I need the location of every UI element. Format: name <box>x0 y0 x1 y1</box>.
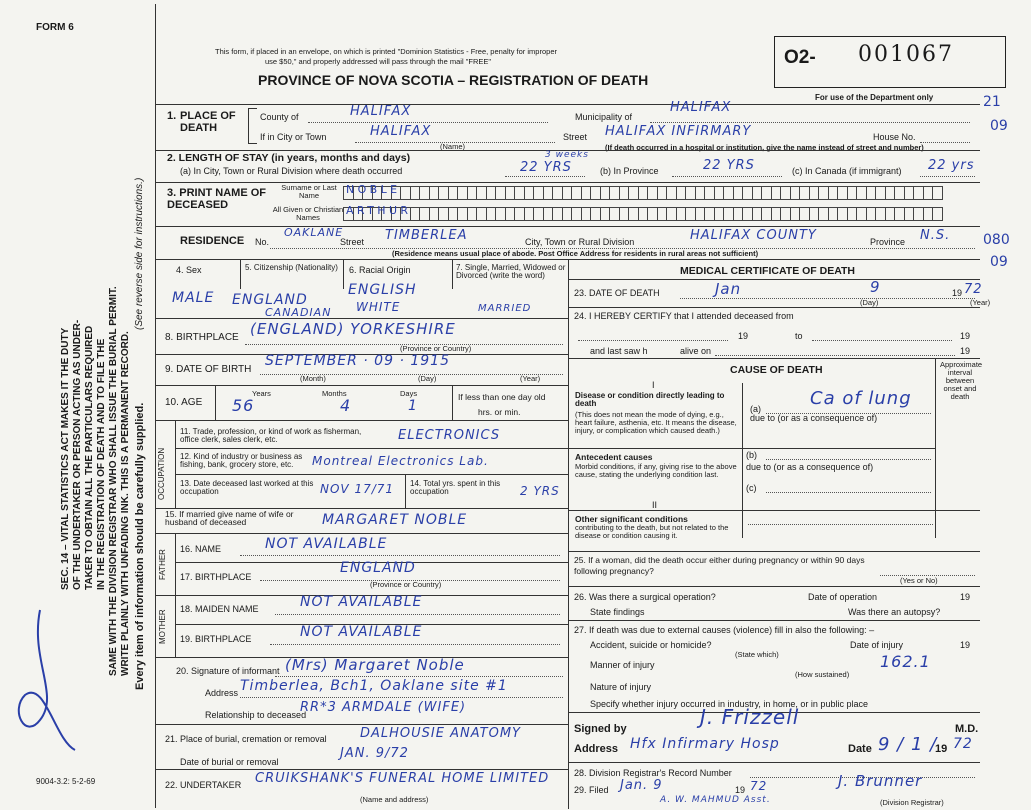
disease-note: (This does not mean the mode of dying, e.g., heart failure, asthenia, etc. It means the disease, injury, or complication which caused death.) <box>575 410 737 435</box>
letter-cell <box>932 207 943 221</box>
interval-label: Approximate interval between onset and death <box>940 360 983 401</box>
rule <box>568 510 980 511</box>
rule <box>240 259 241 289</box>
residence-division: HALIFAX COUNTY <box>690 228 817 243</box>
rule <box>812 340 952 341</box>
rule <box>935 358 936 538</box>
registrar-assistant: A. W. MAHMUD Asst. <box>660 795 771 805</box>
surname-label: Surname or Last Name <box>281 183 337 200</box>
informant-address-label: Address <box>205 688 239 698</box>
q19-value: NOT AVAILABLE <box>300 624 423 640</box>
rule <box>920 176 975 177</box>
dob-value: SEPTEMBER · 09 · 1915 <box>265 353 450 369</box>
physician-date-label: Date <box>848 743 872 755</box>
how-label: (How sustained) <box>795 670 850 679</box>
signed-by-label: Signed by <box>574 723 627 735</box>
rule <box>452 259 453 289</box>
place-bracket <box>248 108 257 144</box>
informant-signature: (Mrs) Margaret Noble <box>285 656 465 674</box>
q14-value: 2 YRS <box>520 484 560 498</box>
cause-a-mark: (a) <box>750 404 761 414</box>
dob-label: 9. DATE OF BIRTH <box>165 364 252 375</box>
stay-c-label: (c) In Canada (if immigrant) <box>792 166 902 176</box>
rule <box>650 122 970 123</box>
q29-label: 29. Filed <box>574 785 609 795</box>
rule <box>155 385 568 386</box>
hrs-min-label: hrs. or min. <box>478 407 521 417</box>
instruction-line-3: TAKER TO OBTAIN ALL THE PARTICULARS REQUIRED <box>84 325 95 590</box>
rule <box>742 383 743 538</box>
relationship-value: RR*3 ARMDALE (WIFE) <box>300 700 467 715</box>
rule <box>175 420 176 508</box>
dept-code-3: 080 <box>983 232 1010 248</box>
city-label: If in City or Town <box>260 132 327 142</box>
form-title: PROVINCE OF NOVA SCOTIA – REGISTRATION OF DEATH <box>258 72 649 88</box>
medical-heading: MEDICAL CERTIFICATE OF DEATH <box>680 265 855 277</box>
physician-signature: J. Frizzell <box>700 705 800 729</box>
date-injury-label: Date of injury <box>850 640 904 650</box>
rule <box>275 614 560 615</box>
q22-label: 22. UNDERTAKER <box>165 780 242 790</box>
dob-month-label: (Month) <box>300 374 326 383</box>
less-day-label: If less than one day old <box>458 392 546 402</box>
rule <box>568 448 935 449</box>
municipality-label: Municipality of <box>575 112 633 122</box>
q18-label: 18. MAIDEN NAME <box>180 604 259 614</box>
racial-value-2: WHITE <box>356 300 401 314</box>
q24-year-3: 19 <box>960 346 971 356</box>
antecedent-label: Antecedent causes <box>575 452 653 462</box>
q27-label: 27. If death was due to external causes (violence) fill in also the following: – <box>574 625 875 635</box>
county-value: HALIFAX <box>350 104 412 119</box>
rule <box>920 142 970 143</box>
marital-label: 7. Single, Married, Widowed or Divorced (write the word) <box>456 263 566 280</box>
rule <box>270 644 560 645</box>
birthplace-label: 8. BIRTHPLACE <box>165 332 239 343</box>
other-note: contributing to the death, but not related to the disease or condition causing it. <box>575 523 729 540</box>
rule <box>766 459 931 460</box>
rule <box>240 555 560 556</box>
racial-value: ENGLISH <box>348 282 417 298</box>
name-label: 3. PRINT NAME OF DECEASED <box>167 187 267 211</box>
main-left-border <box>155 4 156 808</box>
rule <box>155 104 980 105</box>
q20-label: 20. Signature of informant <box>176 666 280 676</box>
rule <box>568 358 980 359</box>
q16-value: NOT AVAILABLE <box>265 536 388 552</box>
op-year: 19 <box>960 592 971 602</box>
margin-scribble <box>0 600 120 770</box>
instruction-line-1: SEC. 14 – VITAL STATISTICS ACT MAKES IT THE DUTY <box>60 327 71 590</box>
q24-year-2: 19 <box>960 331 971 341</box>
dod-year-prefix: 19 <box>952 288 963 298</box>
residence-division-label: City, Town or Rural Division <box>525 237 635 247</box>
q12-label: 12. Kind of industry or business as fishing, bank, grocery store, etc. <box>180 452 303 469</box>
rule <box>766 492 931 493</box>
q15-label: 15. If married give name of wife or husband of deceased <box>165 509 294 527</box>
rule <box>175 474 568 475</box>
rule <box>175 595 176 657</box>
dod-day-label: (Day) <box>860 298 879 307</box>
mailing-notice-2: use $50," and properly addressed will pass through the mail "FREE" <box>265 57 492 66</box>
stay-label: 2. LENGTH OF STAY (in years, months and days) <box>167 152 411 164</box>
place-num: 1. <box>167 110 177 122</box>
county-label: County of <box>260 112 299 122</box>
rule <box>155 182 980 183</box>
registrar-signature: J. Brunner <box>838 772 923 790</box>
q23-label: 23. DATE OF DEATH <box>574 288 660 298</box>
citizenship-value: ENGLAND <box>232 292 308 308</box>
rule <box>155 420 568 421</box>
residence-no: OAKLANE <box>284 226 344 239</box>
relationship-label: Relationship to deceased <box>205 710 307 720</box>
stay-a-label: (a) In City, Town or Rural Division where death occurred <box>180 166 403 176</box>
rule <box>240 697 563 698</box>
father-side-label: FATHER <box>158 549 167 580</box>
filed-year-prefix: 19 <box>735 785 746 795</box>
filed-year: 72 <box>750 779 768 793</box>
rule <box>155 533 568 534</box>
md-label: M.D. <box>955 723 979 735</box>
q24-to: to <box>795 331 803 341</box>
rule <box>568 551 980 552</box>
age-days-label: Days <box>400 389 418 398</box>
rule <box>748 524 933 525</box>
given-cells[interactable] <box>343 207 942 221</box>
dept-code-4: 09 <box>990 254 1008 270</box>
burial-date: JAN. 9/72 <box>340 746 409 761</box>
rule <box>505 176 585 177</box>
age-months: 4 <box>340 396 352 415</box>
q24-year-1: 19 <box>738 331 749 341</box>
mailing-notice-1: This form, if placed in an envelope, on which is printed "Dominion Statistics - Free, penalty for improper <box>215 47 557 56</box>
reverse-side-note: (See reverse side for instructions.) <box>134 177 145 330</box>
dod-month: Jan <box>715 280 742 298</box>
rule <box>275 676 563 677</box>
due-to-a: due to (or as a consequence of) <box>750 413 878 423</box>
due-to-b: due to (or as a consequence of) <box>746 462 874 472</box>
mother-side-label: MOTHER <box>158 609 167 644</box>
last-saw-label: and last saw h <box>590 346 648 356</box>
q24-label: 24. I HEREBY CERTIFY that I attended deceased from <box>574 311 794 321</box>
hospital-note: (If death occurred in a hospital or institution, give the name instead of street and number) <box>605 143 924 152</box>
rule <box>672 176 782 177</box>
physician-address-label: Address <box>574 743 619 755</box>
accident-label: Accident, suicide or homicide? <box>590 640 712 650</box>
instruction-line-2: OF THE UNDERTAKER OR PERSON ACTING AS UNDER- <box>72 319 83 590</box>
q22-value: CRUIKSHANK'S FUNERAL HOME LIMITED <box>255 771 550 786</box>
rule <box>578 340 728 341</box>
age-years: 56 <box>232 396 255 415</box>
dob-year-label: (Year) <box>520 374 541 383</box>
rule <box>568 279 980 280</box>
q26-label: 26. Was there a surgical operation? <box>574 592 716 602</box>
informant-address: Timberlea, Bch1, Oaklane site #1 <box>240 678 508 694</box>
rule <box>155 318 568 319</box>
marital-value: MARRIED <box>478 303 532 314</box>
rule <box>155 226 980 227</box>
citizenship-label: 5. Citizenship (Nationality) <box>245 263 338 272</box>
part-two: II <box>652 500 658 510</box>
rule <box>568 586 980 587</box>
q17-sub: (Province or Country) <box>370 580 442 589</box>
residence-label: RESIDENCE <box>180 235 245 247</box>
physician-address: Hfx Infirmary Hosp <box>630 736 780 752</box>
nature-label: Nature of injury <box>590 682 652 692</box>
street-value: HALIFAX INFIRMARY <box>605 124 752 139</box>
residence-province: N.S. <box>920 228 951 243</box>
alive-on-label: alive on <box>680 346 712 356</box>
age-days: 1 <box>408 398 418 414</box>
dept-use-label: For use of the Department only <box>815 93 934 102</box>
column-divider <box>568 259 569 809</box>
rule <box>568 307 980 308</box>
rule <box>680 298 975 299</box>
rule <box>405 474 406 508</box>
print-code: 9004-3.2: 5-2-69 <box>36 777 96 786</box>
manner-value: 162.1 <box>880 652 931 671</box>
manner-label: Manner of injury <box>590 660 655 670</box>
residence-no-label: No. <box>255 237 270 247</box>
q15-value: MARGARET NOBLE <box>322 512 468 528</box>
q13-value: NOV 17/71 <box>320 482 395 496</box>
residence-note: (Residence means usual place of abode. Post Office Address for residents in rural areas not sufficient) <box>392 249 759 258</box>
physician-date: 9 / 1 / <box>878 734 938 755</box>
place-label: PLACE OF DEATH <box>180 110 236 134</box>
injury-year: 19 <box>960 640 971 650</box>
rule <box>452 385 453 420</box>
q11-label: 11. Trade, profession, or kind of work as fisherman, office clerk, sales clerk, etc. <box>180 427 362 444</box>
residence-province-label: Province <box>870 237 906 247</box>
city-value: HALIFAX <box>370 124 432 139</box>
municipality-value: HALIFAX <box>670 100 732 115</box>
q21-value: DALHOUSIE ANATOMY <box>360 726 521 741</box>
dob-day-label: (Day) <box>418 374 437 383</box>
dept-code-2: 09 <box>990 118 1008 134</box>
rule <box>568 762 980 763</box>
birthplace-sub: (Province or Country) <box>400 344 472 353</box>
rule <box>343 259 344 289</box>
every-item-note: Every item of information should be carefully supplied. <box>134 402 146 690</box>
date-op-label: Date of operation <box>808 592 878 602</box>
rule <box>568 620 980 621</box>
q17-value: ENGLAND <box>340 560 416 576</box>
q28-label: 28. Division Registrar's Record Number <box>574 768 732 778</box>
street-label: Street <box>563 132 588 142</box>
sex-value: MALE <box>172 290 215 306</box>
disease-label: Disease or condition directly leading to death <box>575 391 725 408</box>
burial-date-label: Date of burial or removal <box>180 757 279 767</box>
given-value: ARTHUR <box>346 204 412 217</box>
q25-label: 25. If a woman, did the death occur either during pregnancy or within 90 days following pregnancy? <box>574 555 865 576</box>
specify-label: Specify whether injury occurred in industry, in home, or in public place <box>590 699 868 709</box>
letter-cell <box>932 186 943 200</box>
house-label: House No. <box>873 132 916 142</box>
occupation-side-label: OCCUPATION <box>157 447 166 500</box>
antecedent-note: Morbid conditions, if any, giving rise to the above cause, stating the underlying condition last. <box>575 462 737 479</box>
stay-b-value: 22 YRS <box>703 158 755 173</box>
state-findings-label: State findings <box>590 607 645 617</box>
stay-a-value: 22 YRS <box>520 160 572 175</box>
q22-sub: (Name and address) <box>360 795 429 804</box>
racial-label: 6. Racial Origin <box>349 265 411 275</box>
instruction-line-4: IN THE REGISTRATION OF DEATH AND TO FILE THE <box>96 338 107 590</box>
q11-value: ELECTRONICS <box>398 428 501 443</box>
reg-prefix: O2- <box>784 47 816 68</box>
registrar-label: (Division Registrar) <box>880 798 944 807</box>
age-label: 10. AGE <box>165 397 203 408</box>
dod-year-label: (Year) <box>970 298 991 307</box>
given-label: All Given or Christian Names <box>272 205 344 222</box>
part-one: I <box>652 380 655 390</box>
rule <box>715 355 955 356</box>
birthplace-value: (ENGLAND) YORKESHIRE <box>250 320 456 338</box>
rule <box>215 385 216 420</box>
cause-heading: CAUSE OF DEATH <box>730 364 823 376</box>
q13-label: 13. Date deceased last worked at this occupation <box>180 479 314 496</box>
physician-year-prefix: 19 <box>935 743 948 755</box>
q17-label: 17. BIRTHPLACE <box>180 572 252 582</box>
q12-value: Montreal Electronics Lab. <box>312 454 489 468</box>
stay-a-extra: 3 weeks <box>545 150 589 160</box>
form-number: FORM 6 <box>36 22 74 33</box>
cause-c-mark: (c) <box>746 483 757 493</box>
stay-c-value: 22 yrs <box>928 158 975 173</box>
instruction-line-6: WRITE PLAINLY WITH UNFADING INK. THIS IS A PERMANENT RECORD. <box>120 331 131 676</box>
q14-label: 14. Total yrs. spent in this occupation <box>410 479 501 496</box>
rule <box>175 533 176 595</box>
city-name-label: (Name) <box>440 142 466 151</box>
surname-cells[interactable] <box>343 186 942 200</box>
dept-code-1: 21 <box>983 94 1001 110</box>
rule <box>155 724 568 725</box>
q18-value: NOT AVAILABLE <box>300 594 423 610</box>
rule <box>175 448 568 449</box>
autopsy-label: Was there an autopsy? <box>848 607 941 617</box>
yes-no-label: (Yes or No) <box>900 576 938 585</box>
surname-value: NOBLE <box>346 183 401 196</box>
cause-a-value: Ca of lung <box>810 388 912 409</box>
citizenship-value-2: CANADIAN <box>265 306 332 319</box>
cause-b-mark: (b) <box>746 450 757 460</box>
age-months-label: Months <box>322 389 347 398</box>
physician-year: 72 <box>953 736 973 752</box>
q21-label: 21. Place of burial, cremation or removal <box>165 734 327 744</box>
residence-street: TIMBERLEA <box>385 228 468 243</box>
dod-year: 72 <box>964 282 983 297</box>
other-label: Other significant conditions <box>575 514 688 524</box>
reg-number: 001067 <box>858 42 954 67</box>
age-years-label: Years <box>252 389 271 398</box>
instruction-line-5: SAME WITH THE DIVISION REGISTRAR WHO SHALL ISSUE THE BURIAL PERMIT. <box>108 286 119 676</box>
q16-label: 16. NAME <box>180 544 222 554</box>
state-which-label: (State which) <box>735 650 779 659</box>
filed-date: Jan. 9 <box>620 778 663 793</box>
rule <box>308 122 548 123</box>
residence-street-label: Street <box>340 237 365 247</box>
stay-b-label: (b) In Province <box>600 166 659 176</box>
dod-day: 9 <box>870 278 881 296</box>
sex-label: 4. Sex <box>176 265 202 275</box>
q19-label: 19. BIRTHPLACE <box>180 634 252 644</box>
